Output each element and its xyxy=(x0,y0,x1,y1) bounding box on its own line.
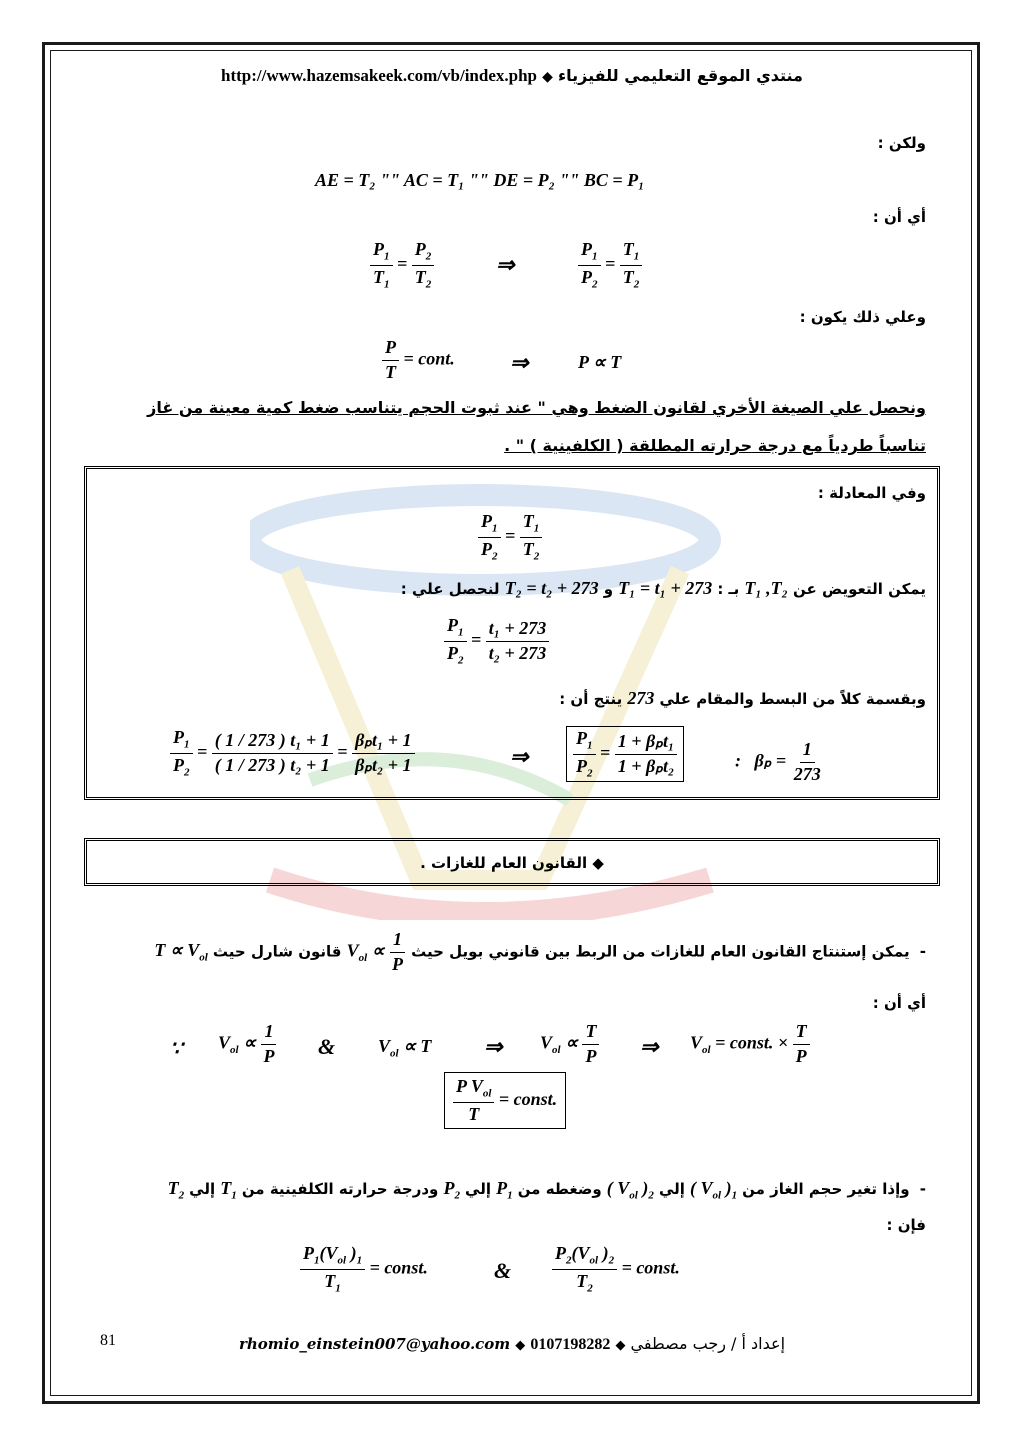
page-number: 81 xyxy=(100,1332,116,1349)
substitute-prefix: يمكن التعويض عن xyxy=(793,580,926,598)
text-therefore: وعلي ذلك يكون : xyxy=(799,308,926,326)
general-law-boxed: $\frac{P V_{ol}}{T}$ = const. xyxy=(444,1072,566,1129)
const-text-3: = const. xyxy=(621,1257,680,1278)
boyle-relation: $V_{ol}$ ∝ $\frac{1}{P}$ xyxy=(346,929,404,974)
eq-ratio-1: $\frac{P_1}{T_1}$ = $\frac{P_2}{T_2}$ xyxy=(370,240,434,290)
t1-eq: T₁ = t₁ + 273 xyxy=(618,578,713,598)
arrow-3: ⇒ xyxy=(510,744,529,769)
text-in-equation: وفي المعادلة : xyxy=(817,484,926,502)
arrow-2: ⇒ xyxy=(510,350,529,375)
divide-text: وبقسمة كلاً من البسط والمقام علي xyxy=(659,690,926,708)
combined-prop: $V_{ol}$ ∝ $\frac{T}{P}$ xyxy=(540,1022,599,1067)
change-line: - وإذا تغير حجم الغاز من ( $V_{ol}$ )$_1$ إلي ( $V_{ol}$ )$_2$ وضغطه من $P_1$ إلي $P_2$ ودرجة حرارته الكلفينية من $T_1$ إلي $T_2$ xyxy=(167,1178,926,1202)
substitution-line xyxy=(401,578,926,599)
divide-number: 273 xyxy=(627,688,655,708)
amp-1: & xyxy=(318,1034,336,1059)
eq-p-over-t: $\frac{P}{T}$ = cont. xyxy=(382,338,455,383)
frac-beta3-num: 1 + βₚt₁ xyxy=(615,732,677,755)
header-bullet: ◆ xyxy=(542,69,553,85)
header-forum: منتدي الموقع التعليمي للفيزياء xyxy=(557,66,803,85)
beta-def-text: βₚ = xyxy=(754,750,787,771)
charles-relation: $T \propto V_{ol}$ xyxy=(154,940,208,965)
const-text-1: = const. xyxy=(498,1088,558,1109)
frac-beta3-den: 1 + βₚt₂ xyxy=(617,755,675,776)
eq-beta-def xyxy=(735,740,824,785)
prop-symbol: ∝ xyxy=(592,352,606,372)
combined-eq: $V_{ol}$ = const. × $\frac{T}{P}$ xyxy=(690,1022,810,1067)
eq-t-substituted: $\frac{P_1}{P_2}$ = $\frac{\text{t₁ + 273}}{\text{t₂ + 273}}$ xyxy=(444,616,549,666)
change-text-6: إلي xyxy=(189,1180,216,1198)
header-url: http://www.hazemsakeek.com/vb/index.php xyxy=(221,66,537,85)
t2-eq: T₂ = t₂ + 273 xyxy=(504,578,599,598)
frac-beta1-den: ( 1 / 273 ) t₂ + 1 xyxy=(214,754,330,775)
change-text-5: ودرجة حرارته الكلفينية من xyxy=(241,1180,439,1198)
t1t2-symbol: T₁ ,T₂ xyxy=(744,578,788,598)
substitute-suffix: لنحصل علي : xyxy=(400,580,500,598)
equalities-line: AE = T₂ "" AC = T₁ "" DE = P₂ "" BC = P₁ xyxy=(315,170,645,190)
general-law-title: ◆ القانون العام للغازات . xyxy=(420,854,604,872)
beta-273: 273 xyxy=(793,763,821,784)
times-const: = const. × xyxy=(715,1032,789,1053)
eq-beta-1: $\frac{P_1}{P_2}$ = $\frac{\text{( 1 / 273 ) t₁ + 1}}{\text{( 1 / 273 ) t₂ + 1}}$ = $\frac{\text{βₚt₁ + 1}}{\text{βₚt₂ + 1}}$ xyxy=(170,728,415,778)
derive-text-2: قانون شارل حيث xyxy=(212,942,342,961)
page-footer xyxy=(0,1334,1024,1354)
footer-phone: 0107198282 xyxy=(530,1336,611,1353)
text-i-e-2: أي أن : xyxy=(872,994,926,1012)
text-i-e-1: أي أن : xyxy=(872,208,926,226)
footer-email: rhomio_einstein007@yahoo.com xyxy=(238,1335,511,1353)
frac-beta2-num: βₚt₁ + 1 xyxy=(352,731,414,754)
divide-line xyxy=(559,688,926,709)
amp-2: & xyxy=(494,1258,512,1283)
footer-bullet-2: ◆ xyxy=(615,1338,626,1353)
eq-state-2: $\frac{P_2(V_{ol} )_2}{T_2}$ = const. xyxy=(552,1244,680,1294)
change-text-4: إلي xyxy=(465,1180,491,1198)
charles-eq: $V_{ol} \propto T$ xyxy=(378,1036,432,1060)
eq-beta-boxed: $\frac{P_1}{P_2}$ = $\frac{\text{1 + βₚt₁}}{\text{1 + βₚt₂}}$ xyxy=(566,726,684,782)
boyle-eq: $V_{ol}$ ∝ $\frac{1}{P}$ xyxy=(218,1021,275,1066)
beta-one: 1 xyxy=(800,740,815,763)
frac-t-num: t₁ + 273 xyxy=(486,619,550,642)
arrow-1: ⇒ xyxy=(496,252,515,277)
change-dash: - xyxy=(919,1180,926,1198)
eq-ratio-2: $\frac{P_1}{P_2}$ = $\frac{T_1}{T_2}$ xyxy=(578,240,642,290)
eq-p-prop-t: P ∝ T xyxy=(578,352,622,372)
change-text-1: وإذا تغير حجم الغاز من xyxy=(742,1180,910,1198)
eq-state-1: $\frac{P_1(V_{ol} )_1}{T_1}$ = const. xyxy=(300,1244,428,1294)
change-text-2: إلي xyxy=(658,1180,685,1198)
text-then: فإن : xyxy=(886,1216,926,1234)
derivation-line xyxy=(154,930,926,975)
derive-dash: - xyxy=(919,942,926,961)
colon: : xyxy=(735,750,741,771)
const-text-2: = const. xyxy=(369,1257,428,1278)
frac-beta2-den: βₚt₂ + 1 xyxy=(355,754,412,775)
law-statement-1: ونحصل علي الصيغة الأخري لقانون الضغط وهي " عند ثبوت الحجم يتناسب ضغط كمية معينة من غاز xyxy=(147,398,926,417)
change-text-3: وضغطه من xyxy=(517,1180,602,1198)
arrow-5: ⇒ xyxy=(640,1034,659,1059)
law-statement-2: تناسباً طردياً مع درجة حرارته المطلقة ( الكلفينية ) " . xyxy=(504,436,926,455)
text-but: ولكن : xyxy=(877,134,926,152)
page-header xyxy=(0,66,1024,86)
cont-text: = cont. xyxy=(403,348,455,369)
divide-suffix: ينتج أن : xyxy=(559,690,623,708)
substitute-and: و xyxy=(603,580,614,598)
substitute-by: بـ : xyxy=(717,580,740,598)
frac-t-den: t₂ + 273 xyxy=(488,642,547,663)
derive-text-1: يمكن إستنتاج القانون العام للغازات من الربط بين قانوني بويل حيث xyxy=(411,942,910,961)
eq-box-ratio: $\frac{P_1}{P_2}$ = $\frac{T_1}{T_2}$ xyxy=(478,512,542,562)
footer-bullet-1: ◆ xyxy=(515,1338,526,1353)
arrow-4: ⇒ xyxy=(484,1034,503,1059)
because-symbol: ∵ xyxy=(170,1038,183,1060)
footer-author: إعداد أ / رجب مصطفي xyxy=(630,1334,786,1353)
frac-beta1-num: ( 1 / 273 ) t₁ + 1 xyxy=(212,731,333,754)
